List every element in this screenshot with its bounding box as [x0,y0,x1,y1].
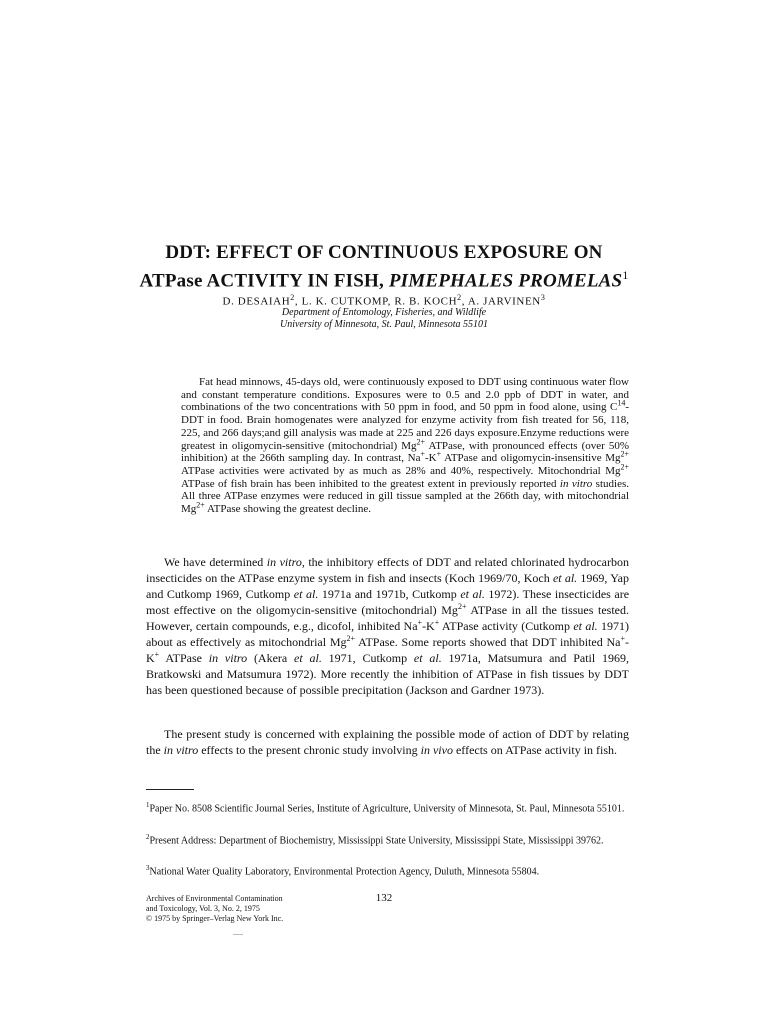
footnote-mark: 3 [146,864,150,872]
author-footnote-mark: 2 [457,293,462,302]
footnote-2 [146,831,629,847]
footnote-3 [146,862,629,878]
author-list [120,293,648,308]
author-name: D. DESAIAH [222,295,291,308]
footnote-mark: 2 [146,833,150,841]
abstract: Fat head minnows, 45-days old, were continuously exposed to DDT using continuous water flow and constant temperature conditions. Exposures were to 0.5 and 2.0 ppb of DDT in water, and combinations of the two concentrations with 50 ppm in food, and 50 ppm in food alone, using $C^{14}$-DDT in food. Brain homogenates were analyzed for enzyme activity from fish treated for 56, 118, 225, and 266 days;and gill analysis was made at 225 and 226 days exposure.Enzyme reductions were greatest in oligomycin-sensitive (mitochondrial) $Mg^{2+}$ ATPase, with pronounced effects (over 50% inhibition) at the 266th sampling day. In contrast, Na+-K+ ATPase and oligomycin-insensitive $Mg^{2+}$ ATPase activities were activated by as much as 28% and 40%, respectively. Mitochondrial $Mg^{2+}$ ATPase of fish brain has been inhibited to the greatest extent in previously reported in vitro studies. All three ATPase enzymes were reduced in gill tissue sampled at the 266th day, with mitochondrial $Mg^{2+}$ ATPase showing the greatest decline. [181,376,630,516]
author-footnote-mark: 2 [290,293,295,302]
journal-line: Archives of Environmental Contamination [146,894,283,903]
copyright-line: © 1975 by Springer–Verlag New York Inc. [146,914,284,923]
scan-mark [233,934,243,935]
page-number: 132 [375,892,393,904]
affiliation [120,307,648,331]
body-paragraph-1: We have determined in vitro, the inhibitory effects of DDT and related chlorinated hydrocarbon insecticides on the ATPase enzyme system in fish and insects (Koch 1969/70, Koch et al. 1969, Yap and Cutkomp 1969, Cutkomp et al. 1971a and 1971b, Cutkomp et al. 1972). These insecticides are most effective on the oligomycin-sensitive (mitochondrial) $Mg^{2+}$ ATPase in all the tissues tested. However, certain compounds, e.g., dicofol, inhibited Na+-K+ ATPase activity (Cutkomp et al. 1971) about as effectively as mitochondrial $Mg^{2+}$ ATPase. Some reports showed that DDT inhibited Na+-K+ ATPase in vitro (Akera et al. 1971, Cutkomp et al. 1971a, Matsumura and Patil 1969, Bratkowski and Matsumura 1972). More recently the inhibition of ATPase in fish tissues by DDT has been questioned because of possible precipitation (Jackson and Gardner 1973). [146,555,630,697]
footnote-text: National Water Quality Laboratory, Environmental Protection Agency, Duluth, Minnesota 55804. [149,866,540,878]
author-name: , L. K. CUTKOMP, R. B. KOCH [294,295,458,308]
body-paragraph-2: The present study is concerned with explaining the possible mode of action of DDT by relating the in vitro effects to the present chronic study involving in vivo effects on ATPase activity in fish. [146,727,629,757]
title-line-1: DDT: EFFECT OF CONTINUOUS EXPOSURE ON [165,242,603,263]
footnote-1 [146,799,629,815]
author-footnote-mark: 3 [540,293,546,302]
footnote-mark: 1 [146,801,150,809]
author-name: , A. JARVINEN [461,295,541,308]
title-footnote-mark: 1 [622,268,629,282]
journal-citation [146,894,346,924]
title-species: PIMEPHALES PROMELAS [388,270,623,292]
affiliation-university: University of Minnesota, St. Paul, Minnesota 55101 [279,319,489,330]
footnote-divider [146,789,194,790]
footnote-text: Paper No. 8508 Scientific Journal Series, Institute of Agriculture, University of Minnesota, St. Paul, Minnesota 55101. [149,803,625,815]
footnote-text: Present Address: Department of Biochemistry, Mississippi State University, Mississippi State, Mississippi 39762. [149,835,604,847]
paper-title [120,242,648,292]
affiliation-department: Department of Entomology, Fisheries, and Wildlife [281,307,487,318]
journal-line: and Toxicology, Vol. 3, No. 2, 1975 [146,904,260,913]
title-line-2: ATPase ACTIVITY IN FISH, [139,270,384,292]
